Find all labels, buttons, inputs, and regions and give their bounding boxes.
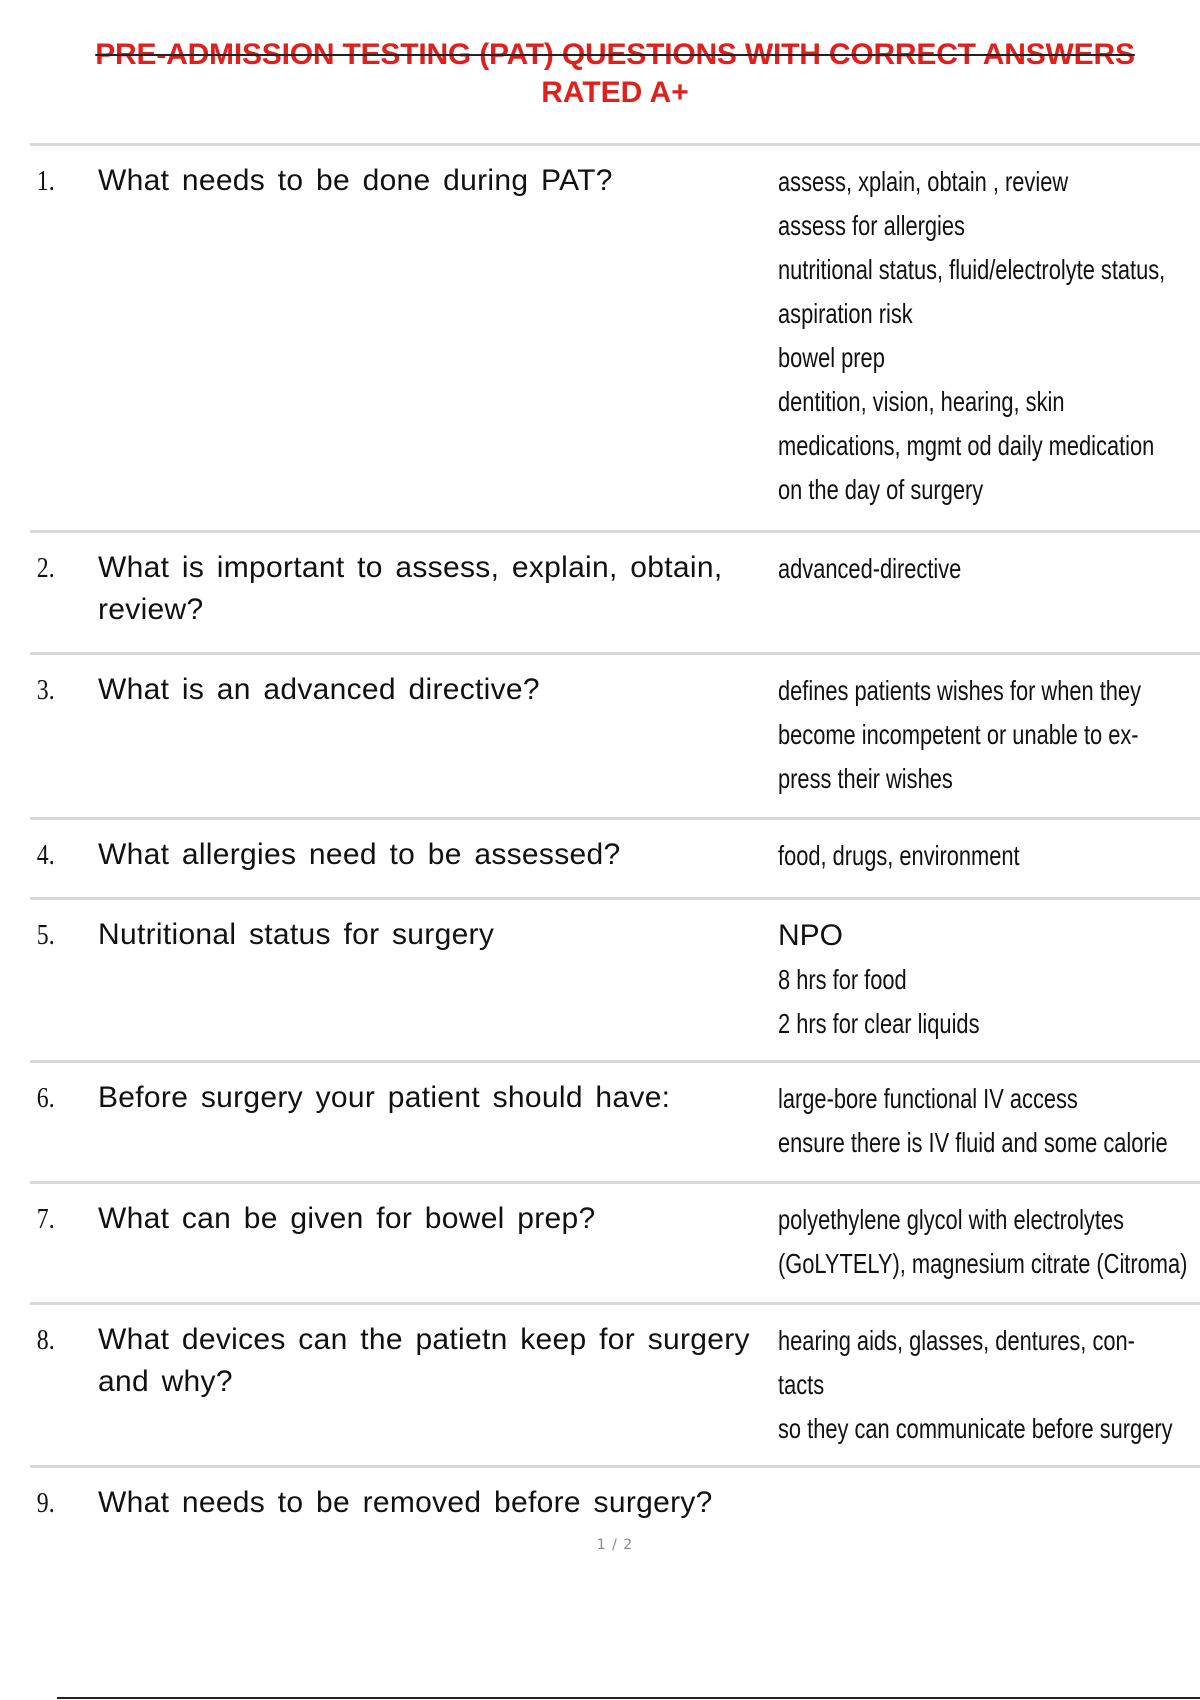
answer-cell — [778, 900, 1200, 1060]
question-text: What allergies need to be assessed? — [98, 838, 621, 871]
answer-cell — [778, 1305, 1200, 1465]
question-number: 4. — [36, 840, 55, 871]
question-text: What can be given for bowel prep? — [98, 1202, 596, 1235]
answer-line: defines patients wishes for when they — [778, 675, 1142, 706]
answer-line: (GoLYTELY), magnesium citrate (Citroma) — [778, 1248, 1188, 1279]
question-number: 7. — [36, 1204, 55, 1235]
question-number: 5. — [36, 920, 55, 951]
answer-cell — [778, 533, 1200, 652]
answer-line: press their wishes — [778, 763, 953, 794]
qa-row-4 — [30, 820, 1200, 900]
answer-line: polyethylene glycol with electrolytes — [778, 1204, 1124, 1235]
answer-cell — [778, 655, 1200, 817]
qa-row-7 — [30, 1184, 1200, 1305]
qa-row-3 — [30, 655, 1200, 820]
question-text: What is important to assess, explain, obtain, review? — [98, 551, 723, 626]
question-number: 6. — [36, 1083, 55, 1114]
qa-row-8 — [30, 1305, 1200, 1468]
question-text: Nutritional status for surgery — [98, 918, 495, 951]
qa-row-9 — [30, 1468, 1200, 1568]
answer-line: assess for allergies — [778, 210, 965, 241]
question-text: What is an advanced directive? — [98, 673, 540, 706]
question-number: 3. — [36, 675, 55, 706]
qa-row-2 — [30, 533, 1200, 655]
question-number: 8. — [36, 1325, 55, 1356]
question-text: Before surgery your patient should have: — [98, 1081, 671, 1114]
qa-table — [30, 143, 1200, 1568]
title-line-1: PRE-ADMISSION TESTING (PAT) QUESTIONS WITH CORRECT ANSWERS — [95, 38, 1135, 71]
answer-line: so they can communicate before surgery — [778, 1413, 1173, 1444]
question-text: What devices can the patietn keep for surgery and why? — [98, 1323, 750, 1398]
question-text: What needs to be removed before surgery? — [98, 1486, 713, 1519]
answer-line: food, drugs, environment — [778, 840, 1020, 871]
answer-line: dentition, vision, hearing, skin — [778, 386, 1065, 417]
document-title — [0, 36, 1200, 112]
answer-line: large-bore functional IV access — [778, 1083, 1078, 1114]
answer-line: nutritional status, fluid/electrolyte status, — [778, 254, 1166, 285]
answer-line: hearing aids, glasses, dentures, con- — [778, 1325, 1135, 1356]
footer-divider — [57, 1697, 1200, 1699]
answer-line: medications, mgmt od daily medication — [778, 430, 1155, 461]
answer-line: bowel prep — [778, 342, 885, 373]
answer-line: NPO — [778, 919, 844, 952]
answer-cell — [778, 1063, 1200, 1181]
qa-row-5 — [30, 900, 1200, 1063]
answer-cell — [778, 146, 1200, 530]
answer-cell — [778, 1468, 1200, 1568]
qa-row-1 — [30, 146, 1200, 533]
answer-cell — [778, 1184, 1200, 1302]
question-text: What needs to be done during PAT? — [98, 164, 613, 197]
page-number: 1 / 2 — [596, 1537, 634, 1553]
answer-line: become incompetent or unable to ex- — [778, 719, 1139, 750]
answer-line: tacts — [778, 1369, 825, 1400]
qa-row-6 — [30, 1063, 1200, 1184]
answer-line: ensure there is IV fluid and some calorie — [778, 1127, 1168, 1158]
answer-line: on the day of surgery — [778, 474, 984, 505]
answer-line: assess, xplain, obtain , review — [778, 166, 1069, 197]
title-line-2: RATED A+ — [541, 76, 689, 109]
question-number: 1. — [36, 166, 55, 197]
question-number: 9. — [36, 1488, 55, 1519]
answer-cell — [778, 820, 1200, 897]
answer-line: 8 hrs for food — [778, 964, 907, 995]
answer-line: 2 hrs for clear liquids — [778, 1008, 980, 1039]
question-number: 2. — [36, 553, 55, 584]
answer-line: aspiration risk — [778, 298, 913, 329]
answer-line: advanced-directive — [778, 553, 962, 584]
